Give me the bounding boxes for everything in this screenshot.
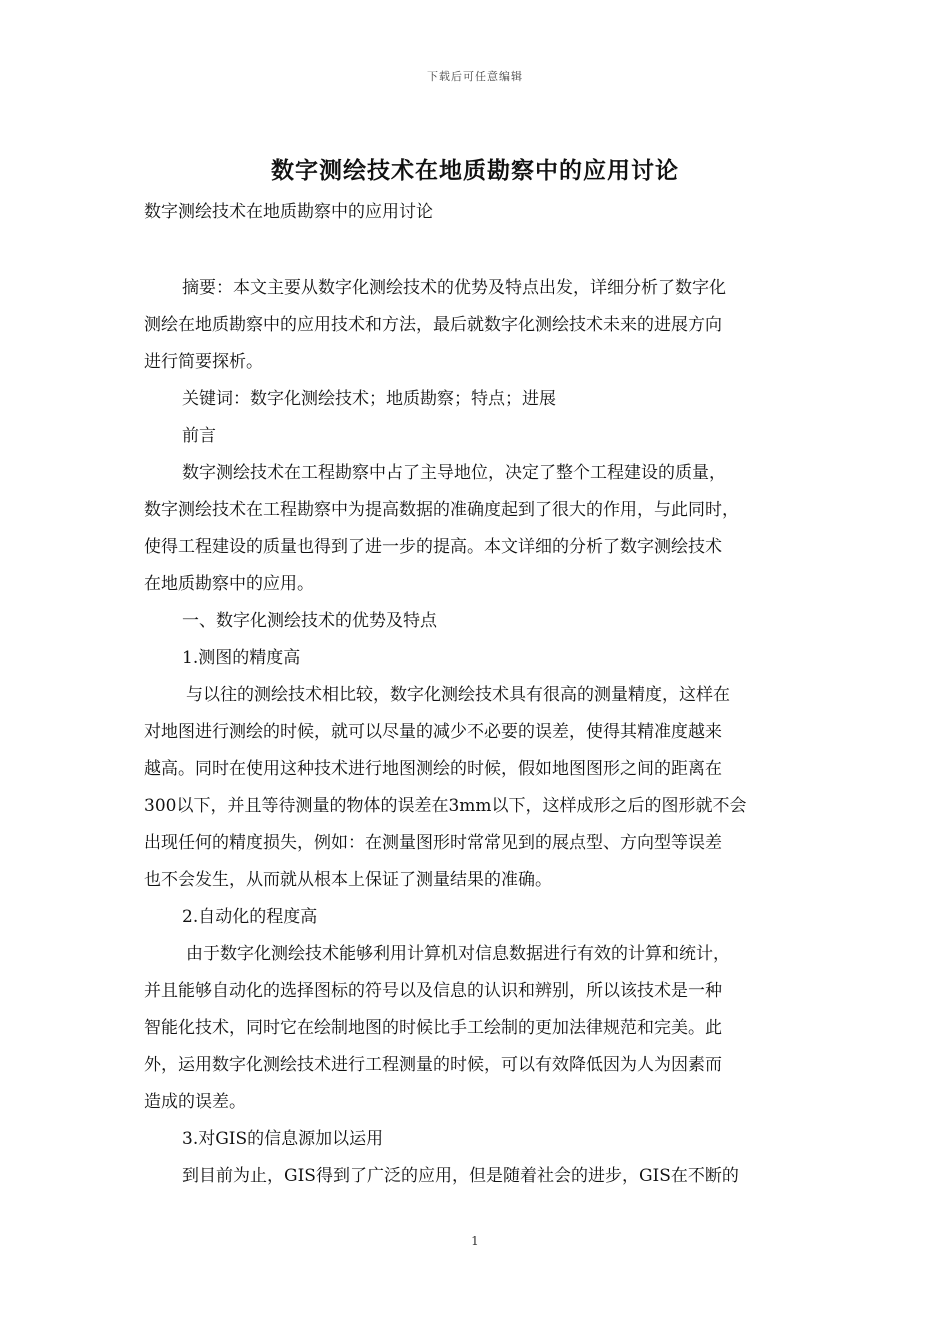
paragraph-line: 对地图进行测绘的时候，就可以尽量的减少不必要的误差，使得其精准度越来 (144, 722, 722, 742)
document-subtitle: 数字测绘技术在地质勘察中的应用讨论 (144, 202, 433, 222)
paragraph-line: 数字测绘技术在工程勘察中为提高数据的准确度起到了很大的作用，与此同时， (144, 500, 739, 520)
paragraph-line: 并且能够自动化的选择图标的符号以及信息的认识和辨别，所以该技术是一种 (144, 981, 722, 1001)
abstract-line: 进行简要探析。 (144, 352, 263, 372)
paragraph-line: 使得工程建设的质量也得到了进一步的提高。本文详细的分析了数字测绘技术 (144, 537, 722, 557)
subsection-heading-1-3: 3.对GIS的信息源加以运用 (182, 1129, 384, 1149)
keywords-line: 关键词：数字化测绘技术；地质勘察；特点；进展 (182, 389, 556, 409)
paragraph-line: 智能化技术，同时它在绘制地图的时候比手工绘制的更加法律规范和完美。此 (144, 1018, 722, 1038)
paragraph-line: 由于数字化测绘技术能够利用计算机对信息数据进行有效的计算和统计， (186, 944, 730, 964)
paragraph-line: 外，运用数字化测绘技术进行工程测量的时候，可以有效降低因为人为因素而 (144, 1055, 722, 1075)
section-heading-preface: 前言 (182, 426, 216, 446)
document-title: 数字测绘技术在地质勘察中的应用讨论 (271, 157, 679, 184)
header-note: 下载后可任意编辑 (427, 70, 523, 83)
paragraph-line: 越高。同时在使用这种技术进行地图测绘的时候，假如地图图形之间的距离在 (144, 759, 722, 779)
paragraph-line: 与以往的测绘技术相比较，数字化测绘技术具有很高的测量精度，这样在 (186, 685, 730, 705)
abstract-line: 摘要：本文主要从数字化测绘技术的优势及特点出发，详细分析了数字化 (182, 278, 726, 298)
subsection-heading-1-1: 1.测图的精度高 (182, 648, 301, 668)
section-heading-1: 一、数字化测绘技术的优势及特点 (182, 611, 437, 631)
document-body (144, 270, 814, 1195)
paragraph-line: 数字测绘技术在工程勘察中占了主导地位，决定了整个工程建设的质量， (182, 463, 726, 483)
paragraph-line: 造成的误差。 (144, 1092, 246, 1112)
page-number: 1 (471, 1234, 479, 1248)
abstract-line: 测绘在地质勘察中的应用技术和方法，最后就数字化测绘技术未来的进展方向 (144, 315, 722, 335)
paragraph-line: 300以下，并且等待测量的物体的误差在3mm以下，这样成形之后的图形就不会 (144, 796, 747, 816)
paragraph-line: 在地质勘察中的应用。 (144, 574, 314, 594)
paragraph-line: 到目前为止，GIS得到了广泛的应用，但是随着社会的进步，GIS在不断的 (182, 1166, 739, 1186)
paragraph-line: 出现任何的精度损失，例如：在测量图形时常常见到的展点型、方向型等误差 (144, 833, 722, 853)
paragraph-line: 也不会发生，从而就从根本上保证了测量结果的准确。 (144, 870, 552, 890)
subsection-heading-1-2: 2.自动化的程度高 (182, 907, 318, 927)
